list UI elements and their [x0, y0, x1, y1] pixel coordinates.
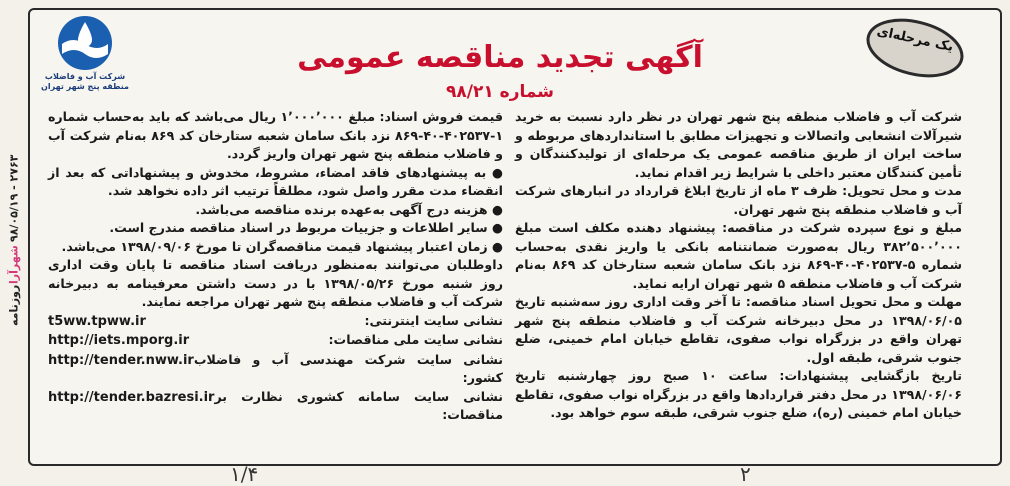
- price-paragraph: [48, 108, 503, 164]
- link-row-bazresi: [48, 388, 503, 425]
- price-text: مبلغ ۱٬۰۰۰٬۰۰۰ ریال می‌باشد که باید به‌حساب شماره ۱-۴۰۲۵۳۷-۴۰-۸۶۹ نزد بانک سامان شعبه ستارخان کد ۸۶۹ به‌نام شرکت آب و فاضلاب منطقه پنج شهر تهران واریز گردد.: [48, 109, 503, 161]
- water-drop-logo-icon: [56, 14, 114, 72]
- side-note-paper-name: شهرآرا: [7, 245, 21, 285]
- delivery-paragraph: [515, 182, 962, 219]
- logo-org-line2: منطقه پنج شهر تهران: [41, 82, 129, 91]
- logo-org-line1: شرکت آب و فاضلاب: [44, 72, 126, 81]
- newspaper-side-note: [4, 20, 24, 460]
- opening-label: تاریخ بازگشایی پیشنهادات:: [779, 368, 962, 383]
- link-row-nww: [48, 351, 503, 388]
- bullet-validity: ● زمان اعتبار پیشنهاد قیمت مناقصه‌گران تا مورخ ۱۳۹۸/۰۹/۰۶ می‌باشد.: [61, 238, 503, 254]
- handwritten-mark-a: ۱/۴: [230, 462, 259, 486]
- link-row-national-tenders: [48, 331, 503, 351]
- guarantee-label: مبلغ و نوع سپرده شرکت در مناقصه:: [722, 220, 963, 235]
- company-logo: [40, 14, 130, 104]
- applicants-paragraph: داوطلبان می‌توانند به‌منظور دریافت اسناد مناقصه تا پایان وقت اداری روز شنبه مورخ ۱۳۹۸/۰۵/۲۶ با در دست داشتن معرفینامه به دبیرخانه شرکت آب و فاضلاب منطقه پنج شهر تهران مراجعه نمایند.: [48, 257, 503, 309]
- ad-title: آگهی تجدید مناقصه عمومی: [297, 40, 703, 75]
- bullet-ad-cost: ● هزینه درج آگهی به‌عهده برنده مناقصه می‌باشد.: [195, 201, 503, 217]
- deadline-text: تا آخر وقت اداری روز سه‌شنبه تاریخ ۱۳۹۸/۰۶/۰۵ در محل دبیرخانه شرکت آب و فاضلاب منطقه پنج شهر تهران واقع در بزرگراه نواب صفوی، تقاطع خیابان امام خمینی، ضلع جنوب شرقی، طبقه اول.: [515, 294, 962, 365]
- link-label: نشانی سایت اینترنتی:: [364, 312, 503, 328]
- handwritten-mark-b: ۲: [740, 462, 751, 486]
- link-label: نشانی سایت شرکت مهندسی آب و فاضلاب کشور:: [193, 351, 503, 385]
- intro-paragraph: شرکت آب و فاضلاب منطقه پنج شهر تهران در نظر دارد نسبت به خرید شیرآلات انشعابی واتصالات و تجهیزات مطابق با استانداردهای مربوطه و ساخت ایران از طریق مناقصه عمومی یک مرحله‌ای از تولیدکنندگان و تأمین کنندگان معتبر داخلی با شرایط زیر اقدام نماید.: [515, 109, 962, 180]
- bullet-invalid-bids: ● به پیشنهادهای فاقد امضاء، مشروط، مخدوش و پیشنهاداتی که بعد از انقضاء مدت مقرر واصل شود، مطلقاً ترتیب اثر داده نخواهد شد.: [48, 164, 503, 198]
- one-stage-badge: [860, 14, 970, 82]
- side-note-text: ۹۸/۰۵/۱۹ - ۲۷۶۳: [7, 154, 21, 242]
- link-label: نشانی سایت ملی مناقصات:: [328, 332, 503, 347]
- guarantee-text: پیشنهاد دهنده مکلف است مبلغ ۳۸۲٬۵۰۰٬۰۰۰ ریال به‌صورت ضمانتنامه بانکی یا واریز نقدی به‌حساب شماره ۵-۴۰۲۵۳۷-۴۰-۸۶۹ نزد بانک سامان شعبه ستارخان کد ۸۶۹ به‌نام شرکت آب و فاضلاب منطقه ۵ شهر تهران ارایه نماید.: [515, 220, 962, 291]
- opening-paragraph: [515, 367, 962, 423]
- right-column: [515, 108, 962, 423]
- tender-number: شماره ۹۸/۲۱: [446, 82, 554, 102]
- guarantee-paragraph: [515, 219, 962, 293]
- link-url[interactable]: http://tender.nww.ir: [48, 352, 194, 368]
- opening-text: ساعت ۱۰ صبح روز چهارشنبه تاریخ ۱۳۹۸/۰۶/۰۶ در محل دفتر قراردادها واقع در بزرگراه نواب صفوی، تقاطع خیابان امام خمینی (ره)، ضلع جنوب شرقی، طبقه سوم خواهد بود.: [515, 368, 962, 420]
- link-url[interactable]: http://iets.mporg.ir: [48, 333, 190, 348]
- link-label: نشانی سایت سامانه کشوری نظارت بر مناقصات:: [214, 388, 503, 422]
- link-row-website: [48, 312, 503, 332]
- deadline-label: مهلت و محل تحویل اسناد مناقصه:: [745, 294, 962, 309]
- left-column: [48, 108, 503, 425]
- badge-text: یک مرحله‌ای: [875, 24, 955, 55]
- deadline-paragraph: [515, 293, 962, 367]
- link-url[interactable]: http://tender.bazresi.ir: [48, 389, 215, 405]
- price-label: قیمت فروش اسناد:: [379, 109, 503, 124]
- delivery-text: ظرف ۳ ماه از تاریخ ابلاغ قرارداد در انبارهای شرکت آب و فاضلاب منطقه پنج شهر تهران.: [515, 183, 962, 217]
- link-url[interactable]: t5ww.tpww.ir: [48, 313, 146, 329]
- delivery-label: مدت و محل تحویل:: [842, 183, 962, 198]
- bullet-other-info: ● سایر اطلاعات و جزییات مربوط در اسناد مناقصه مندرج است.: [109, 220, 503, 235]
- side-note-prefix: روزنامه: [7, 284, 21, 326]
